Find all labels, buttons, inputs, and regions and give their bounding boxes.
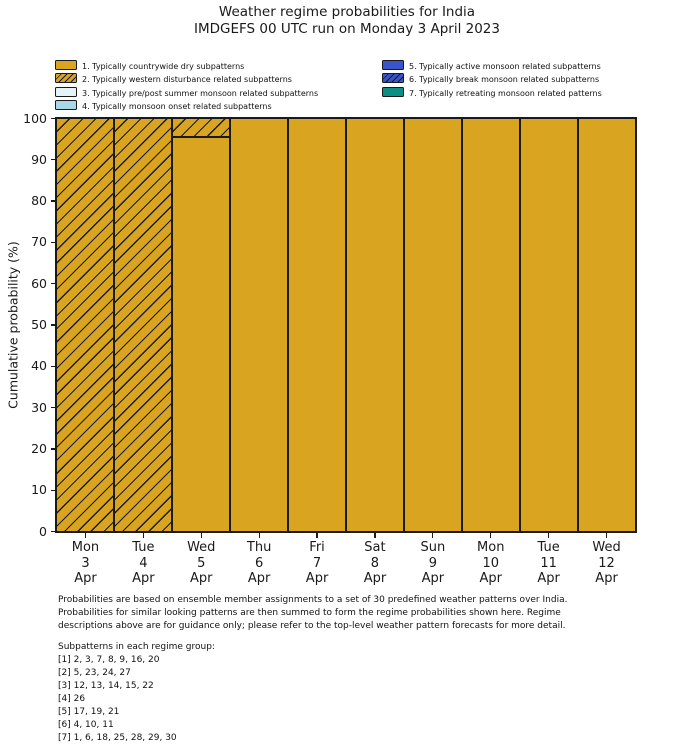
legend-label: 6. Typically break monsoon related subpatterns xyxy=(409,75,600,85)
x-tick-label-line: Mon xyxy=(477,540,505,555)
footnote-line: descriptions above are for guidance only; please refer to the top-level weather pattern forecasts for more detail. xyxy=(58,621,566,631)
bar-segment-regime-1 xyxy=(462,118,520,532)
subpatterns-line: [1] 2, 3, 7, 8, 9, 16, 20 xyxy=(58,655,160,665)
x-tick-label-line: Apr xyxy=(537,571,560,586)
x-tick xyxy=(143,533,144,538)
x-tick xyxy=(606,533,607,538)
legend-label: 2. Typically western disturbance related subpatterns xyxy=(82,75,292,85)
chart-area xyxy=(23,110,637,586)
legend-item-6 xyxy=(382,67,600,85)
y-tick xyxy=(51,407,56,408)
bar-segment-regime-2 xyxy=(172,118,230,137)
x-tick xyxy=(432,533,433,538)
plot-area xyxy=(55,117,637,533)
x-tick xyxy=(548,533,549,538)
y-tick-label: 40 xyxy=(31,358,47,374)
bar-wed-5-apr xyxy=(172,118,230,532)
bar-thu-6-apr xyxy=(230,118,288,532)
subpatterns-line: [3] 12, 13, 14, 15, 22 xyxy=(58,681,154,691)
bar-segment-regime-2 xyxy=(114,118,172,532)
subpatterns-line: [2] 5, 23, 24, 27 xyxy=(58,668,131,678)
x-tick-label-line: 9 xyxy=(428,555,437,571)
x-tick-label xyxy=(111,540,175,587)
y-tick xyxy=(51,366,56,367)
y-tick xyxy=(51,490,56,491)
y-tick-label: 80 xyxy=(31,193,47,209)
subpatterns-line: [7] 1, 6, 18, 25, 28, 29, 30 xyxy=(58,733,177,743)
subpatterns-line: [4] 26 xyxy=(58,694,86,704)
y-tick xyxy=(51,200,56,201)
subpatterns-line: [6] 4, 10, 11 xyxy=(58,720,114,730)
legend-label: 5. Typically active monsoon related subpatterns xyxy=(409,62,601,71)
y-tick xyxy=(51,324,56,325)
x-tick-label-line: Wed xyxy=(187,540,216,555)
legend-label: 7. Typically retreating monsoon related patterns xyxy=(409,88,602,98)
bar-segment-regime-1 xyxy=(346,118,404,532)
y-tick xyxy=(51,283,56,284)
x-tick-label xyxy=(575,540,639,587)
bar-mon-3-apr xyxy=(56,118,114,532)
x-tick-label xyxy=(459,540,523,587)
legend-item-5 xyxy=(382,54,601,71)
chart-title: Weather regime probabilities for India xyxy=(218,4,476,20)
x-tick-label-line: Sun xyxy=(420,540,446,555)
bar-segment-regime-1 xyxy=(404,118,462,532)
y-tick-label: 90 xyxy=(31,151,47,167)
y-tick-label: 60 xyxy=(31,275,47,291)
bar-segment-regime-1 xyxy=(520,118,578,532)
x-tick-label xyxy=(285,540,349,587)
y-tick-label: 100 xyxy=(23,110,47,126)
x-tick-label-line: Mon xyxy=(71,540,100,555)
y-tick xyxy=(51,118,56,119)
y-axis-title: Cumulative probability (%) xyxy=(5,241,21,409)
legend-item-2 xyxy=(55,67,292,85)
x-tick-label-line: 6 xyxy=(255,555,264,571)
x-tick-label-line: Apr xyxy=(132,571,155,586)
bar-sun-9-apr xyxy=(404,118,462,532)
legend-swatch-7 xyxy=(382,87,404,97)
bar-tue-4-apr xyxy=(114,118,172,532)
x-tick-label-line: Apr xyxy=(479,571,502,586)
bar-segment-regime-1 xyxy=(230,118,288,532)
bar-segment-regime-1 xyxy=(578,118,636,532)
y-tick-label: 30 xyxy=(31,399,47,415)
x-tick-label-line: Apr xyxy=(190,571,213,586)
subpatterns-header: Subpatterns in each regime group: xyxy=(58,642,215,652)
subpatterns-line: [5] 17, 19, 21 xyxy=(58,707,120,717)
legend-label: 3. Typically pre/post summer monsoon related subpatterns xyxy=(82,88,319,98)
legend-label: 4. Typically monsoon onset related subpatterns xyxy=(82,101,272,111)
bar-sat-8-apr xyxy=(346,118,404,532)
legend-item-3 xyxy=(55,81,319,98)
bar-tue-11-apr xyxy=(520,118,578,532)
y-tick xyxy=(51,448,56,449)
footnote-line: Probabilities for similar looking patterns are then summed to form the regime probabilities shown here. Regime xyxy=(58,608,561,618)
x-tick-label xyxy=(517,540,581,587)
x-tick-label-line: 4 xyxy=(139,555,148,571)
x-tick-label xyxy=(227,540,291,587)
legend-item-1 xyxy=(55,54,245,71)
x-tick-label xyxy=(401,540,465,587)
x-tick-label-line: 3 xyxy=(81,555,90,571)
x-tick-label-line: Tue xyxy=(537,540,560,555)
x-tick-label-line: Sat xyxy=(364,540,386,555)
y-tick xyxy=(51,242,56,243)
x-tick xyxy=(316,533,317,538)
x-tick-label-line: Tue xyxy=(132,540,155,555)
x-tick-label-line: 10 xyxy=(482,555,500,571)
y-tick-label: 70 xyxy=(31,234,47,250)
x-tick xyxy=(201,533,202,538)
x-tick-label-line: 7 xyxy=(312,555,322,571)
legend-item-4 xyxy=(55,94,272,111)
legend-label: 1. Typically countrywide dry subpatterns xyxy=(82,62,245,71)
y-tick xyxy=(51,159,56,160)
y-tick xyxy=(51,531,56,532)
x-tick-label-line: Wed xyxy=(592,540,621,555)
x-tick-label xyxy=(169,540,233,587)
bar-segment-regime-2 xyxy=(56,118,114,532)
x-tick-label-line: Apr xyxy=(595,571,618,586)
x-tick-label-line: 8 xyxy=(370,555,380,571)
legend-swatch-4 xyxy=(55,100,77,110)
y-tick-label: 20 xyxy=(31,440,47,456)
x-tick-label-line: 12 xyxy=(598,555,615,571)
x-tick-label-line: Thu xyxy=(246,540,272,555)
x-tick-label-line: 11 xyxy=(540,555,557,571)
x-tick-label xyxy=(343,540,407,587)
x-tick xyxy=(85,533,86,538)
x-tick xyxy=(259,533,260,538)
subpatterns-list xyxy=(58,641,215,745)
x-tick-label-line: Apr xyxy=(247,571,271,586)
footnote-text xyxy=(58,594,567,633)
bar-segment-regime-1 xyxy=(288,118,346,532)
x-tick xyxy=(374,533,375,538)
x-tick-label-line: Fri xyxy=(309,540,325,555)
footnote-line: Probabilities are based on ensemble member assignments to a set of 30 predefined weather patterns over India. xyxy=(58,595,568,605)
bar-mon-10-apr xyxy=(462,118,520,532)
x-tick xyxy=(490,533,491,538)
x-tick-label-line: Apr xyxy=(74,571,97,586)
bar-segment-regime-1 xyxy=(172,137,230,532)
x-tick-label-line: 5 xyxy=(197,555,206,571)
x-tick-label xyxy=(53,540,117,587)
y-tick-label: 10 xyxy=(31,482,47,498)
y-tick-label: 50 xyxy=(31,317,47,332)
x-tick-label-line: Apr xyxy=(363,571,387,586)
bar-wed-12-apr xyxy=(578,118,636,532)
legend-item-7 xyxy=(382,81,602,98)
x-tick-label-line: Apr xyxy=(421,571,445,586)
x-tick-label-line: Apr xyxy=(305,571,329,586)
y-tick-label: 0 xyxy=(39,523,47,539)
bar-fri-7-apr xyxy=(288,118,346,532)
chart-subtitle: IMDGEFS 00 UTC run on Monday 3 April 2023 xyxy=(194,21,500,37)
